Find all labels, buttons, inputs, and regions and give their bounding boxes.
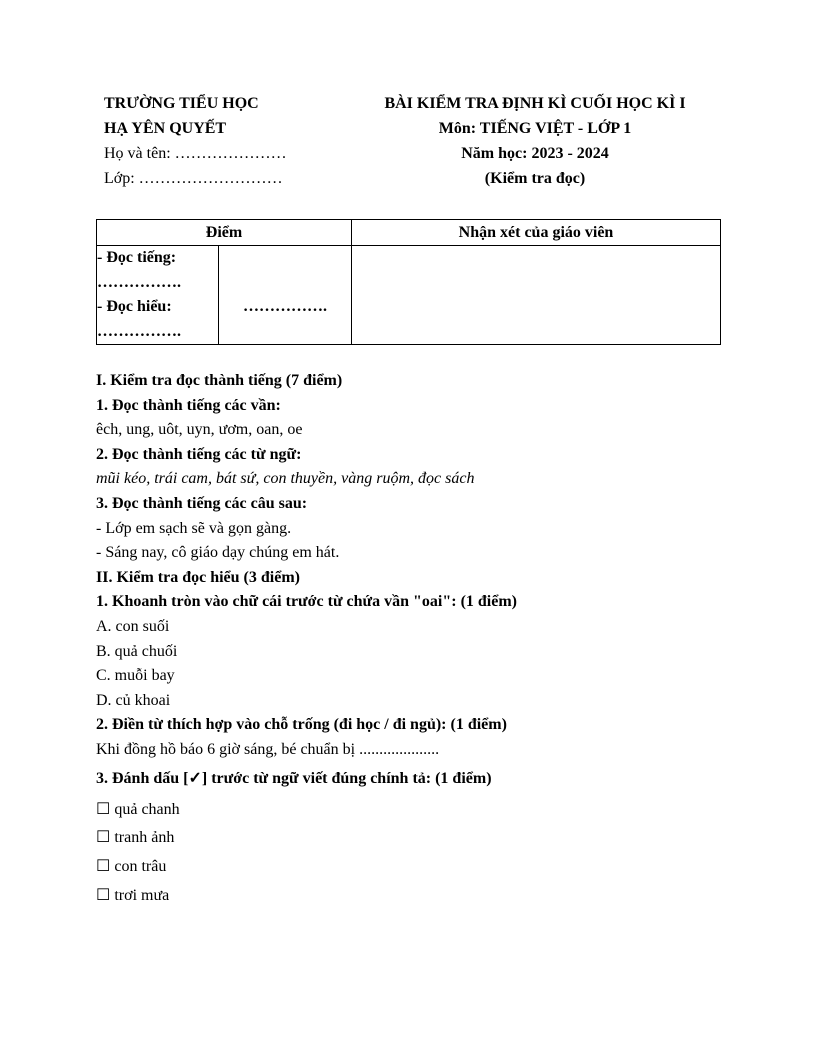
section1-q3-sentence2: - Sáng nay, cô giáo dạy chúng em hát. bbox=[96, 544, 340, 562]
comment-header: Nhận xét của giáo viên bbox=[352, 220, 721, 246]
checkbox-item: ☐ tranh ảnh bbox=[96, 829, 175, 847]
checkbox-item: ☐ con trâu bbox=[96, 858, 167, 876]
section2-q2-content: Khi đồng hồ báo 6 giờ sáng, bé chuẩn bị .................... bbox=[96, 740, 440, 758]
section1-q3-sentence1: - Lớp em sạch sẽ và gọn gàng. bbox=[96, 519, 292, 537]
school-name-line1: TRƯỜNG TIỂU HỌC bbox=[104, 95, 259, 112]
section1-q1-content: êch, ung, uôt, uyn, ươm, oan, oe bbox=[96, 421, 303, 439]
reading-aloud-label: - Đọc tiếng: bbox=[97, 249, 177, 266]
student-name-field: Họ và tên: ………………… bbox=[104, 145, 287, 162]
section1-q3-title: 3. Đọc thành tiếng các câu sau: bbox=[96, 494, 308, 512]
school-name-line2: HẠ YÊN QUYẾT bbox=[104, 120, 227, 137]
checkbox-item: ☐ trơi mưa bbox=[96, 887, 170, 905]
exam-type: (Kiểm tra đọc) bbox=[484, 170, 586, 187]
section2-title: II. Kiểm tra đọc hiểu (3 điểm) bbox=[96, 568, 300, 586]
class-field: Lớp: ……………………… bbox=[104, 170, 283, 187]
checkbox-item: ☐ quả chanh bbox=[96, 800, 180, 818]
exam-subject: Môn: TIẾNG VIỆT - LỚP 1 bbox=[438, 120, 632, 137]
score-table bbox=[96, 219, 721, 345]
section1-q2-content: mũi kéo, trái cam, bát sứ, con thuyền, vàng ruộm, đọc sách bbox=[96, 470, 475, 488]
school-year: Năm học: 2023 - 2024 bbox=[461, 145, 609, 162]
reading-aloud-blank: ……………. bbox=[97, 273, 181, 291]
option-b: B. quả chuối bbox=[96, 642, 178, 660]
section2-q2-title: 2. Điền từ thích hợp vào chỗ trống (đi học / đi ngủ): (1 điểm) bbox=[96, 716, 507, 734]
option-a: A. con suối bbox=[96, 617, 170, 635]
score-breakdown-cell bbox=[97, 246, 219, 345]
exam-content bbox=[96, 369, 736, 911]
section2-q3-title: 3. Đánh dấu [✓] trước từ ngữ viết đúng chính tả: (1 điểm) bbox=[96, 769, 492, 787]
section1-q1-title: 1. Đọc thành tiếng các vần: bbox=[96, 396, 281, 414]
comprehension-blank: ……………. bbox=[97, 322, 181, 340]
teacher-comment-cell bbox=[352, 246, 721, 345]
total-score-cell: ……………. bbox=[219, 246, 352, 345]
section1-q2-title: 2. Đọc thành tiếng các từ ngữ: bbox=[96, 445, 302, 463]
exam-title: BÀI KIỂM TRA ĐỊNH KÌ CUỐI HỌC KÌ I bbox=[384, 95, 686, 112]
comprehension-label: - Đọc hiểu: bbox=[97, 298, 172, 315]
section2-q1-title: 1. Khoanh tròn vào chữ cái trước từ chứa vần "oai": (1 điểm) bbox=[96, 593, 518, 611]
option-d: D. củ khoai bbox=[96, 691, 171, 709]
document-header bbox=[0, 95, 816, 195]
score-header: Điểm bbox=[97, 220, 352, 246]
section1-title: I. Kiểm tra đọc thành tiếng (7 điểm) bbox=[96, 372, 343, 389]
option-c: C. muỗi bay bbox=[96, 667, 175, 685]
